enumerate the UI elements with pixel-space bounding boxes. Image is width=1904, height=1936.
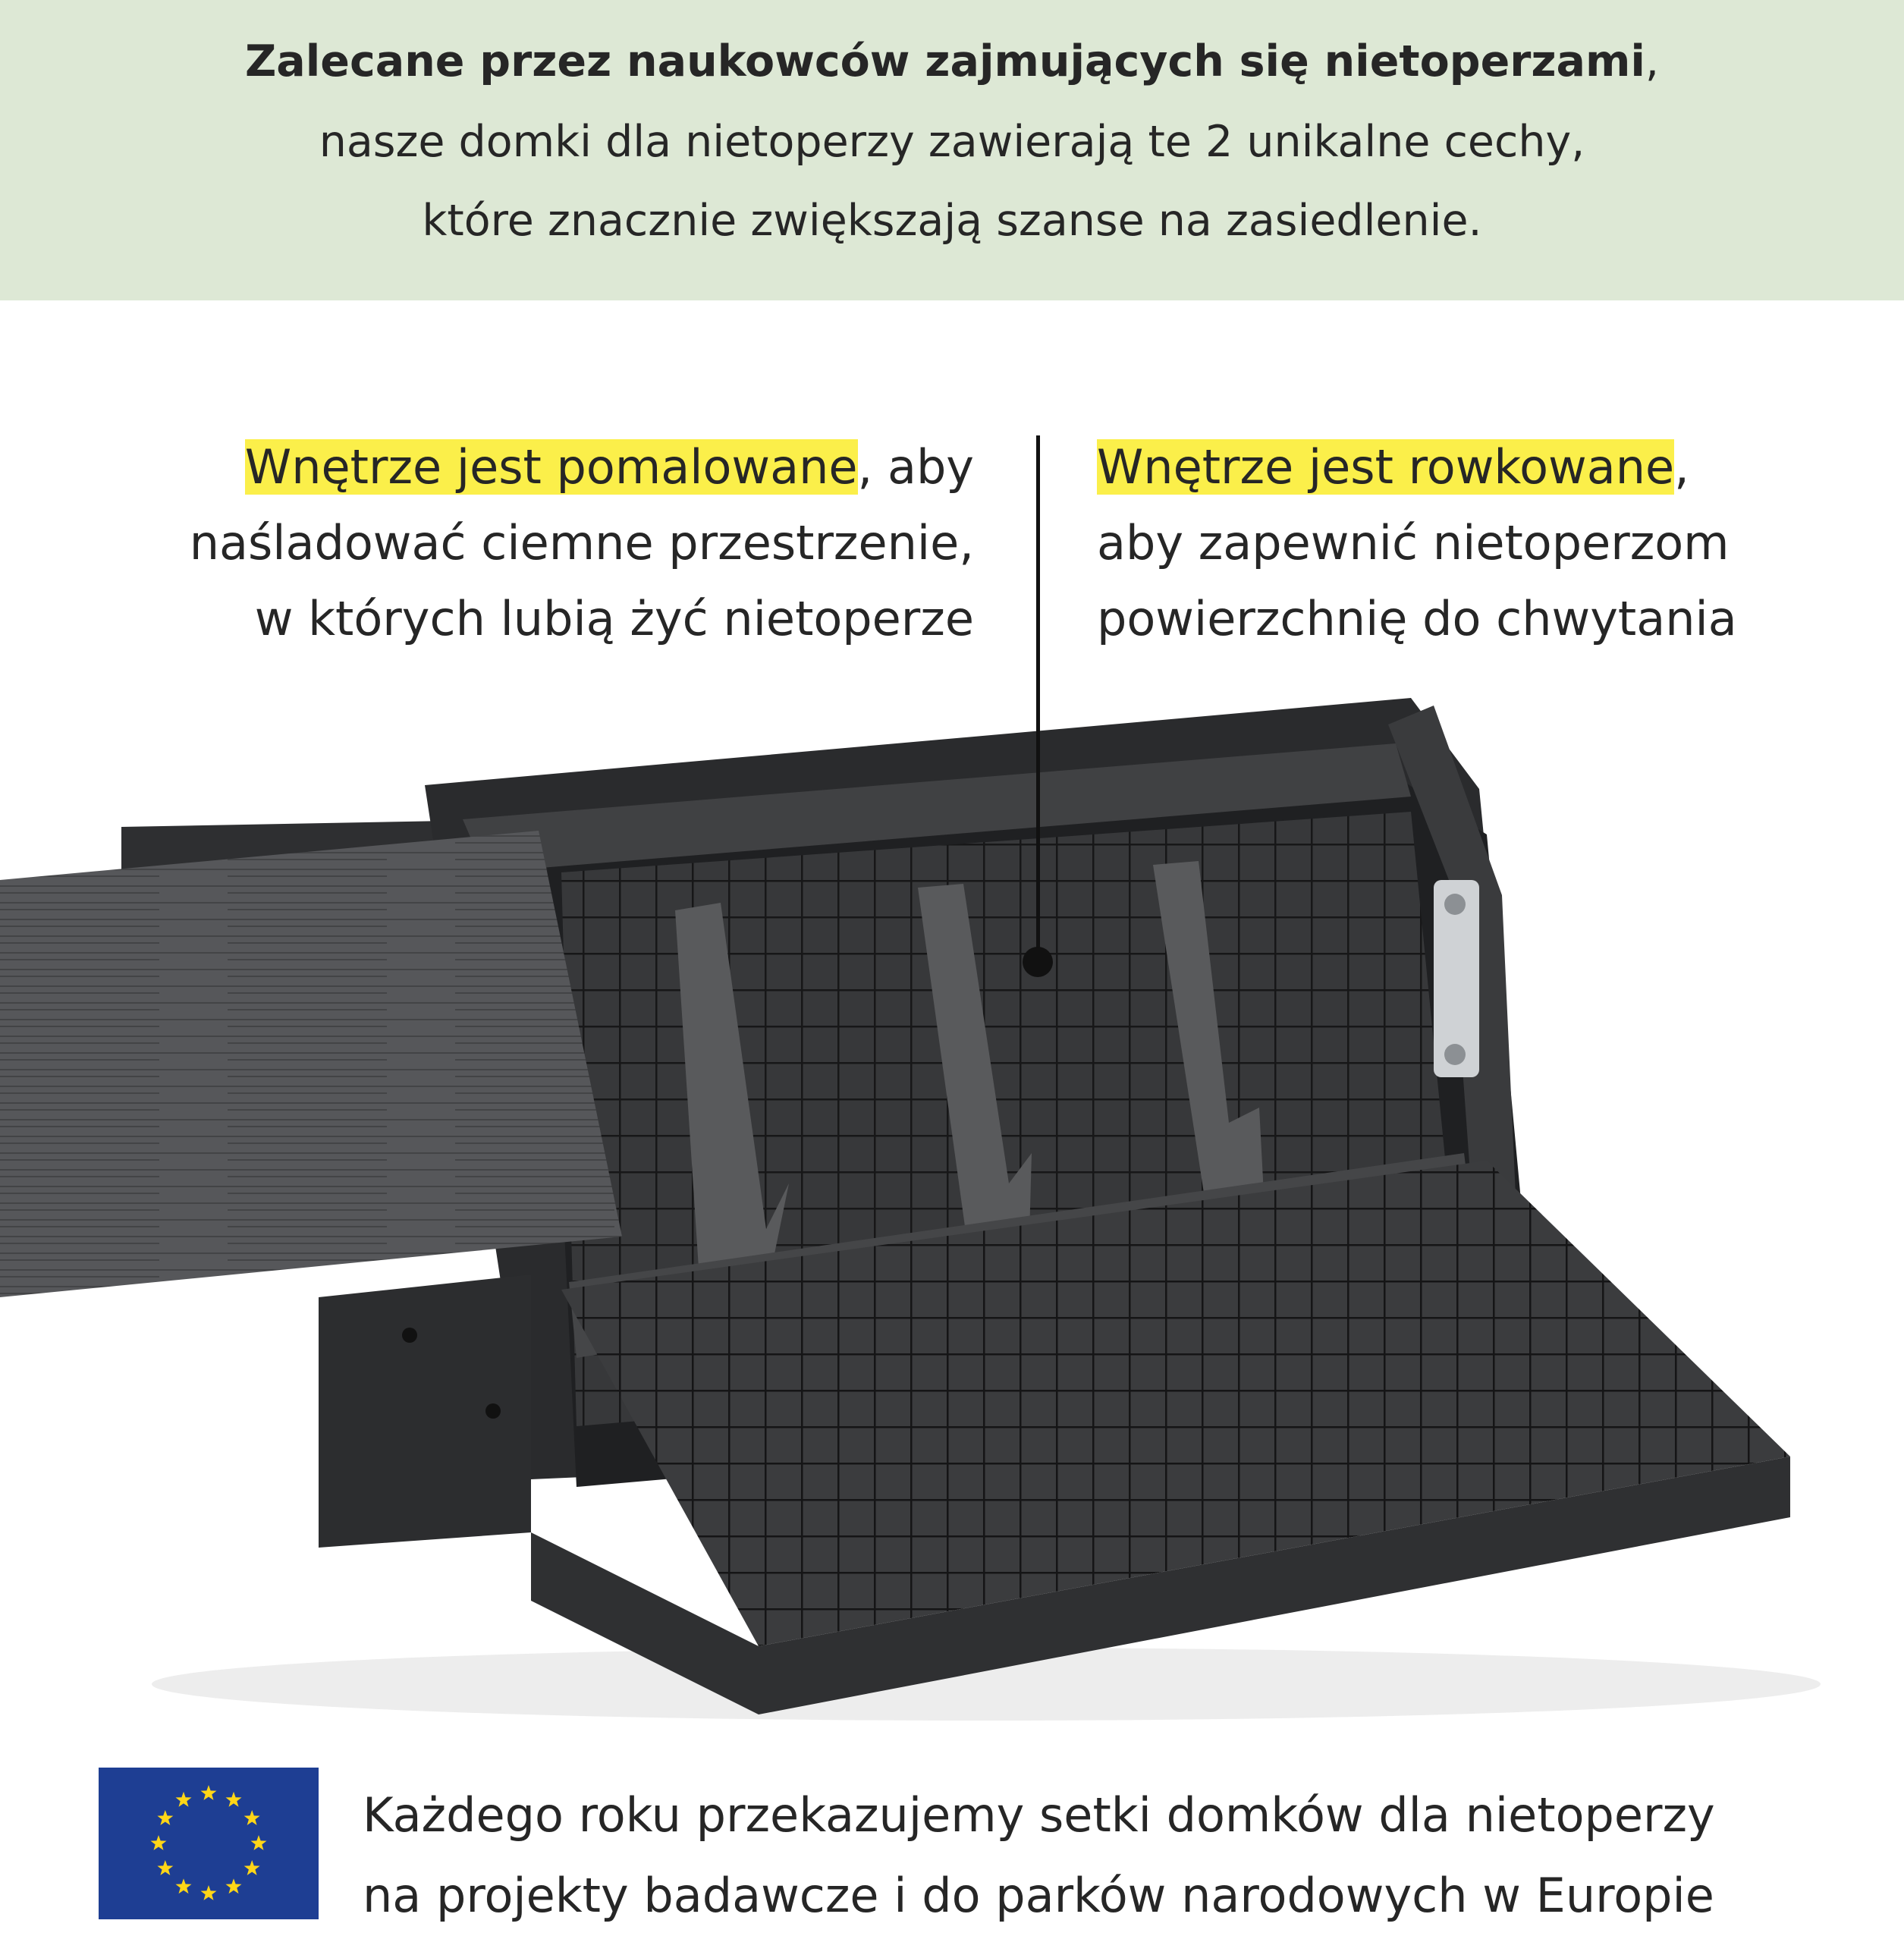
banner-line-3: które znacznie zwiększają szanse na zasiedlenie. (422, 196, 1482, 246)
feature-painted-line-3: w których lubią żyć nietoperze (254, 591, 974, 646)
banner-line-2: nasze domki dla nietoperzy zawierają te 2 unikalne cechy, (319, 117, 1585, 167)
feature-grooved-line-2: aby zapewnić nietoperzom (1097, 515, 1730, 570)
banner-line-1-rest: , (1645, 36, 1660, 86)
top-banner (0, 0, 1904, 300)
side-hole-2 (485, 1403, 501, 1419)
footer-line-1: Każdego roku przekazujemy setki domków dla nietoperzy (363, 1787, 1715, 1843)
callout-pointer-dot (1023, 947, 1053, 977)
banner-line-1 (0, 36, 1904, 86)
feature-painted-line-2: naśladować ciemne przestrzenie, (189, 515, 974, 570)
callout-divider-line (1036, 435, 1040, 956)
latch-screw-bottom (1444, 1044, 1466, 1065)
feature-grooved-highlight: Wnętrze jest rowkowane (1097, 439, 1675, 495)
feature-grooved-line-1-rest: , (1674, 439, 1689, 495)
feature-grooved-line-1 (1097, 429, 1737, 505)
front-panel (0, 831, 622, 1297)
feature-painted-line-1-rest: , aby (857, 439, 974, 495)
footer-line-2: na projekty badawcze i do parków narodowych w Europie (363, 1868, 1714, 1923)
banner-bold-text: Zalecane przez naukowców zajmujących się nietoperzami (244, 36, 1645, 86)
eu-flag-icon (99, 1768, 319, 1919)
footer-text (363, 1775, 1715, 1936)
feature-grooved (1097, 429, 1737, 657)
bat-house-photo (0, 698, 1904, 1760)
latch-screw-top (1444, 894, 1466, 915)
feature-grooved-line-3: powierzchnię do chwytania (1097, 591, 1737, 646)
feature-painted (190, 429, 974, 657)
feature-painted-line-1 (190, 429, 974, 505)
side-hole-1 (402, 1328, 417, 1343)
feature-painted-highlight: Wnętrze jest pomalowane (244, 439, 858, 495)
